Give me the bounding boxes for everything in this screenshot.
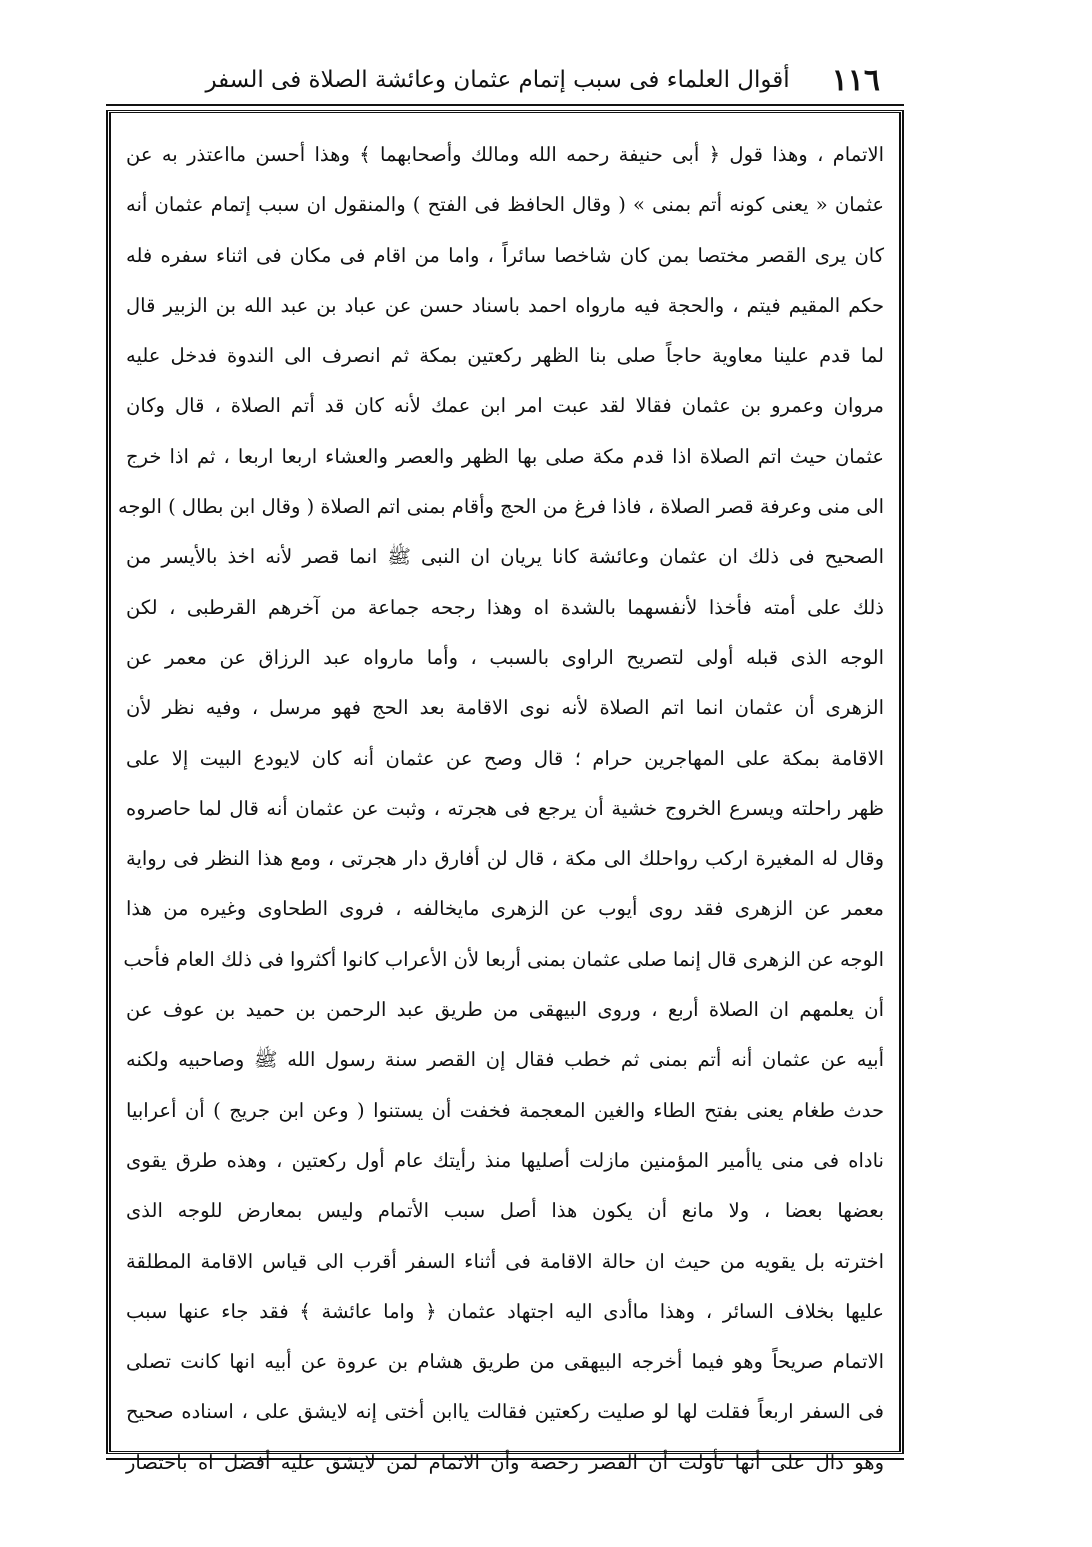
text-line: ناداه فى منى ياأمير المؤمنين مازلت أصليها منذ رأيتك عام أول ركعتين ، وهذه طرق يقوى (126, 1148, 884, 1172)
page-number: ١١٦ (831, 62, 880, 98)
text-line: حكم المقيم فيتم ، والحجة فيه مارواه احمد باسناد حسن عن عباد بن عبد الله بن الزبير قال (126, 293, 884, 317)
text-line: الاتمام صريحاً وهو فيما أخرجه البيهقى من طريق هشام بن عروة عن أبيه انها كانت تصلى (126, 1350, 884, 1374)
text-line: عليها بخلاف السائر ، وهذا ماأدى اليه اجتهاد عثمان ﴿ واما عائشة ﴾ فقد جاء عنها سبب (126, 1299, 884, 1323)
text-line: وقال له المغيرة اركب رواحلك الى مكة ، قال لن أفارق دار هجرتى ، ومع هذا النظر فى رواية (126, 847, 884, 871)
text-line: ظهر راحلته ويسرع الخروج خشية أن يرجع فى هجرته ، وثبت عن عثمان أنه قال لما حاصروه (126, 796, 884, 820)
text-line: الوجه عن الزهرى قال إنما صلى عثمان بمنى أربعا لأن الأعراب كانوا أكثروا فى ذلك العام فأحب (123, 947, 884, 971)
text-line: الاقامة بمكة على المهاجرين حرام ؛ قال وصح عن عثمان أنه كان لايودع البيت إلا على (126, 746, 884, 770)
text-line: معمر عن الزهرى فقد روى أيوب عن الزهرى مايخالفه ، فروى الطحاوى وغيره من هذا (126, 897, 884, 921)
body-text (117, 130, 884, 1474)
text-line: عثمان « يعنى كونه أتم بمنى » ( وقال الحافظ فى الفتح ) والمنقول ان سبب إتمام عثمان أنه (126, 193, 884, 217)
text-line: الصحيح فى ذلك ان عثمان وعائشة كانا يريان ان النبى ﷺ انما قصر لأنه اخذ بالأيسر من (126, 545, 884, 569)
page-header (100, 58, 880, 102)
text-line: الوجه الذى قبله أولى لتصريح الراوى بالسبب ، وأما مارواه عبد الرزاق عن معمر عن (126, 645, 884, 669)
text-line: لما قدم علينا معاوية حاجاً صلى بنا الظهر ركعتين بمكة ثم انصرف الى الندوة فدخل عليه (126, 344, 884, 368)
text-line: الزهرى أن عثمان انما اتم الصلاة لأنه نوى الاقامة بعد الحج فهو مرسل ، وفيه نظر لأن (126, 696, 884, 720)
text-line: الاتمام ، وهذا قول ﴿ أبى حنيفة رحمه الله ومالك وأصحابهما ﴾ وهذا أحسن مااعتذر به عن (126, 143, 884, 166)
text-line: اخترته بل يقويه من حيث ان حالة الاقامة فى أثناء السفر أقرب الى قياس الاقامة المطلقة (126, 1249, 884, 1273)
text-line: أبيه عن عثمان أنه أتم بمنى ثم خطب فقال إن القصر سنة رسول الله ﷺ وصاحبيه ولكنه (126, 1048, 884, 1072)
text-line: بعضها بعضا ، ولا مانع أن يكون هذا أصل سبب الأتمام وليس بمعارض للوجه الذى (126, 1199, 884, 1223)
text-line: مروان وعمرو بن عثمان فقالا لقد عبت امر ابن عمك لأنه كان قد أتم الصلاة ، قال وكان (126, 394, 884, 418)
text-line: فى السفر اربعاً فقلت لها لو صليت ركعتين فقالت ياابن أختى إنه لايشق على ، اسناده صحيح (126, 1400, 884, 1424)
text-line: أن يعلمهم ان الصلاة أربع ، وروى البيهقى من طريق عبد الرحمن بن حميد بن عوف عن (126, 998, 884, 1022)
text-line: ذلك على أمته فأخذا لأنفسهما بالشدة اه وهذا رجحه جماعة من آخرهم القرطبى ، لكن (126, 595, 884, 619)
text-line: حدث طغام يعنى بفتح الطاء والغين المعجمة فخفت أن يستنوا ( وعن ابن جريج ) أن أعرابيا (126, 1098, 884, 1122)
text-line: الى منى وعرفة قصر الصلاة ، فاذا فرغ من الحج وأقام بمنى اتم الصلاة ( وقال ابن بطال ) الوجه (117, 495, 884, 519)
text-line: وهو دال على أنها تأولت أن القصر رخصة وأن الاتمام لمن لايشق عليه أفضل اه باختصار (126, 1450, 884, 1474)
text-line: كان يرى القصر مختصا بمن كان شاخصا سائراً ، واما من اقام فى مكان فى اثناء سفره فله (126, 243, 884, 267)
frame-rule-top (106, 104, 904, 106)
running-title: أقوال العلماء فى سبب إتمام عثمان وعائشة الصلاة فى السفر (205, 67, 790, 93)
text-line: عثمان حيث اتم الصلاة اذا قدم مكة صلى بها الظهر والعصر والعشاء اربعا اربعا ، ثم اذا خرج (126, 444, 884, 468)
